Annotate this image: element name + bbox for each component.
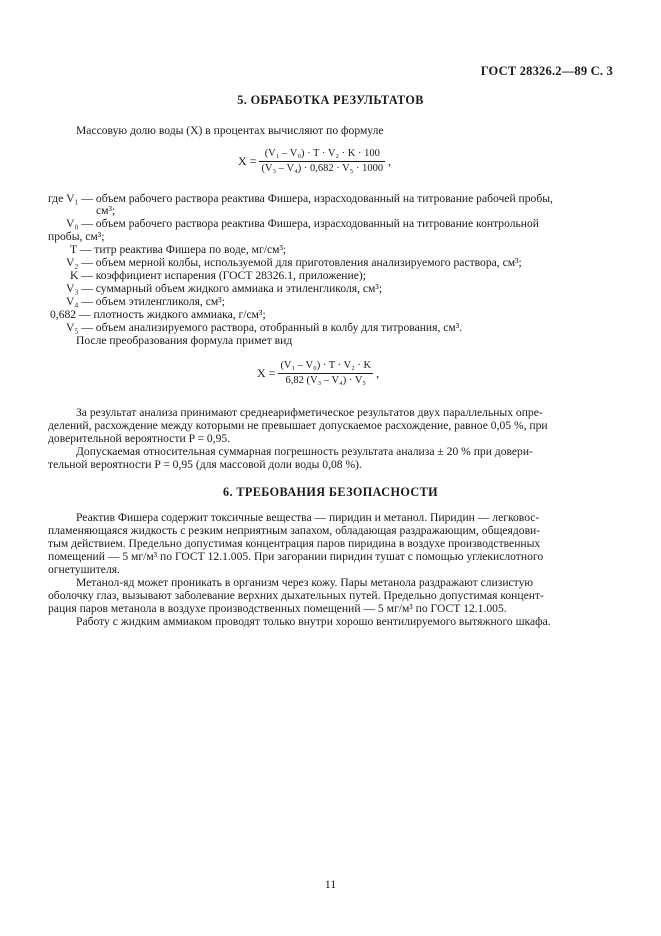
- formula-1-tail: ,: [388, 154, 392, 168]
- safety-para-2-line-2: оболочку глаз, вызывают заболевание верхних дыхательных путей. Предельно допустимая концент-: [48, 589, 544, 602]
- def-v1: где V₁ — объем рабочего раствора реактива Фишера, израсходованный на титрование рабочей пробы,: [48, 192, 553, 205]
- formula-1-denominator: (V₃ – V₄) · 0,682 · V₅ · 1000: [261, 163, 384, 174]
- section-6-title: 6. ТРЕБОВАНИЯ БЕЗОПАСНОСТИ: [223, 485, 438, 499]
- def-k: K — коэффициент испарения (ГОСТ 28326.1, приложение);: [70, 269, 366, 282]
- formula-2-fraction: [278, 360, 373, 387]
- error-para-line-1: Допускаемая относительная суммарная погрешность результата анализа ± 20 % при довери-: [76, 445, 533, 458]
- result-para-line-2: делений, расхождение между которыми не превышает допускаемое расхождение, равное 0,05 %, при: [48, 419, 548, 432]
- formula-1-lhs: X =: [238, 154, 257, 168]
- def-v3: V₃ — суммарный объем жидкого аммиака и этиленгликоля, см³;: [66, 282, 383, 295]
- def-v2: V₂ — объем мерной колбы, используемой для приготовления анализируемого раствора, см³;: [66, 256, 522, 269]
- safety-para-3-line-1: Работу с жидким аммиаком проводят только внутри хорошо вентилируемого вытяжного шкафа.: [76, 615, 551, 628]
- formula-transform-intro: После преобразования формула примет вид: [76, 334, 293, 347]
- formula-2: [257, 360, 379, 387]
- def-v4: V₄ — объем этиленгликоля, см³;: [66, 295, 225, 308]
- result-para-line-1: За результат анализа принимают среднеарифметическое результатов двух параллельных опре-: [76, 406, 543, 419]
- section-5-title: 5. ОБРАБОТКА РЕЗУЛЬТАТОВ: [237, 93, 424, 107]
- def-v0: V₀ — объем рабочего раствора реактива Фишера, израсходованный на титрование контрольной: [66, 217, 539, 230]
- formula-2-tail: ,: [376, 366, 380, 380]
- formula-intro: Массовую долю воды (X) в процентах вычисляют по формуле: [76, 124, 384, 137]
- formula-1: [238, 148, 391, 175]
- def-t: T — титр реактива Фишера по воде, мг/см³;: [70, 243, 287, 256]
- formula-1-numerator: (V₁ – V₀) · T · V₂ · K · 100: [264, 148, 380, 159]
- formula-2-lhs: X =: [257, 366, 276, 380]
- safety-para-1-line-2: пламеняющаяся жидкость с резким неприятным запахом, обладающая раздражающим, общеядови-: [48, 524, 541, 537]
- error-para-line-2: тельной вероятности P = 0,95 (для массовой доли воды 0,08 %).: [48, 458, 362, 471]
- def-v0-cont: пробы, см³;: [48, 230, 105, 243]
- formula-1-fraction: [259, 148, 385, 175]
- safety-para-1-line-5: огнетушителя.: [48, 563, 120, 576]
- safety-para-1-line-4: помещений — 5 мг/м³ по ГОСТ 12.1.005. При загорании пиридин тушат с помощью углекислотного: [48, 550, 544, 563]
- safety-para-2-line-3: рация паров метанола в воздухе производственных помещений — 5 мг/м³ по ГОСТ 12.1.005.: [48, 602, 507, 615]
- safety-para-1-line-3: тым действием. Предельно допустимая концентрация паров пиридина в воздухе производственных: [48, 537, 541, 550]
- safety-para-2-line-1: Метанол-яд может проникать в организм через кожу. Пары метанола раздражают слизистую: [76, 576, 534, 589]
- safety-para-1-line-1: Реактив Фишера содержит токсичные вещества — пиридин и метанол. Пиридин — легковос-: [76, 511, 540, 524]
- page-number: 11: [324, 877, 337, 891]
- document-header: ГОСТ 28326.2—89 С. 3: [480, 64, 613, 78]
- def-v1-cont: см³;: [96, 204, 116, 217]
- def-density: 0,682 — плотность жидкого аммиака, г/см³;: [50, 308, 266, 321]
- formula-2-numerator: (V₁ – V₀) · T · V₂ · K: [280, 360, 372, 371]
- def-v5: V₅ — объем анализируемого раствора, отобранный в колбу для титрования, см³.: [66, 321, 463, 334]
- formula-2-denominator: 6,82 (V₃ – V₄) · V₅: [278, 373, 373, 387]
- result-para-line-3: доверительной вероятности P = 0,95.: [48, 432, 231, 445]
